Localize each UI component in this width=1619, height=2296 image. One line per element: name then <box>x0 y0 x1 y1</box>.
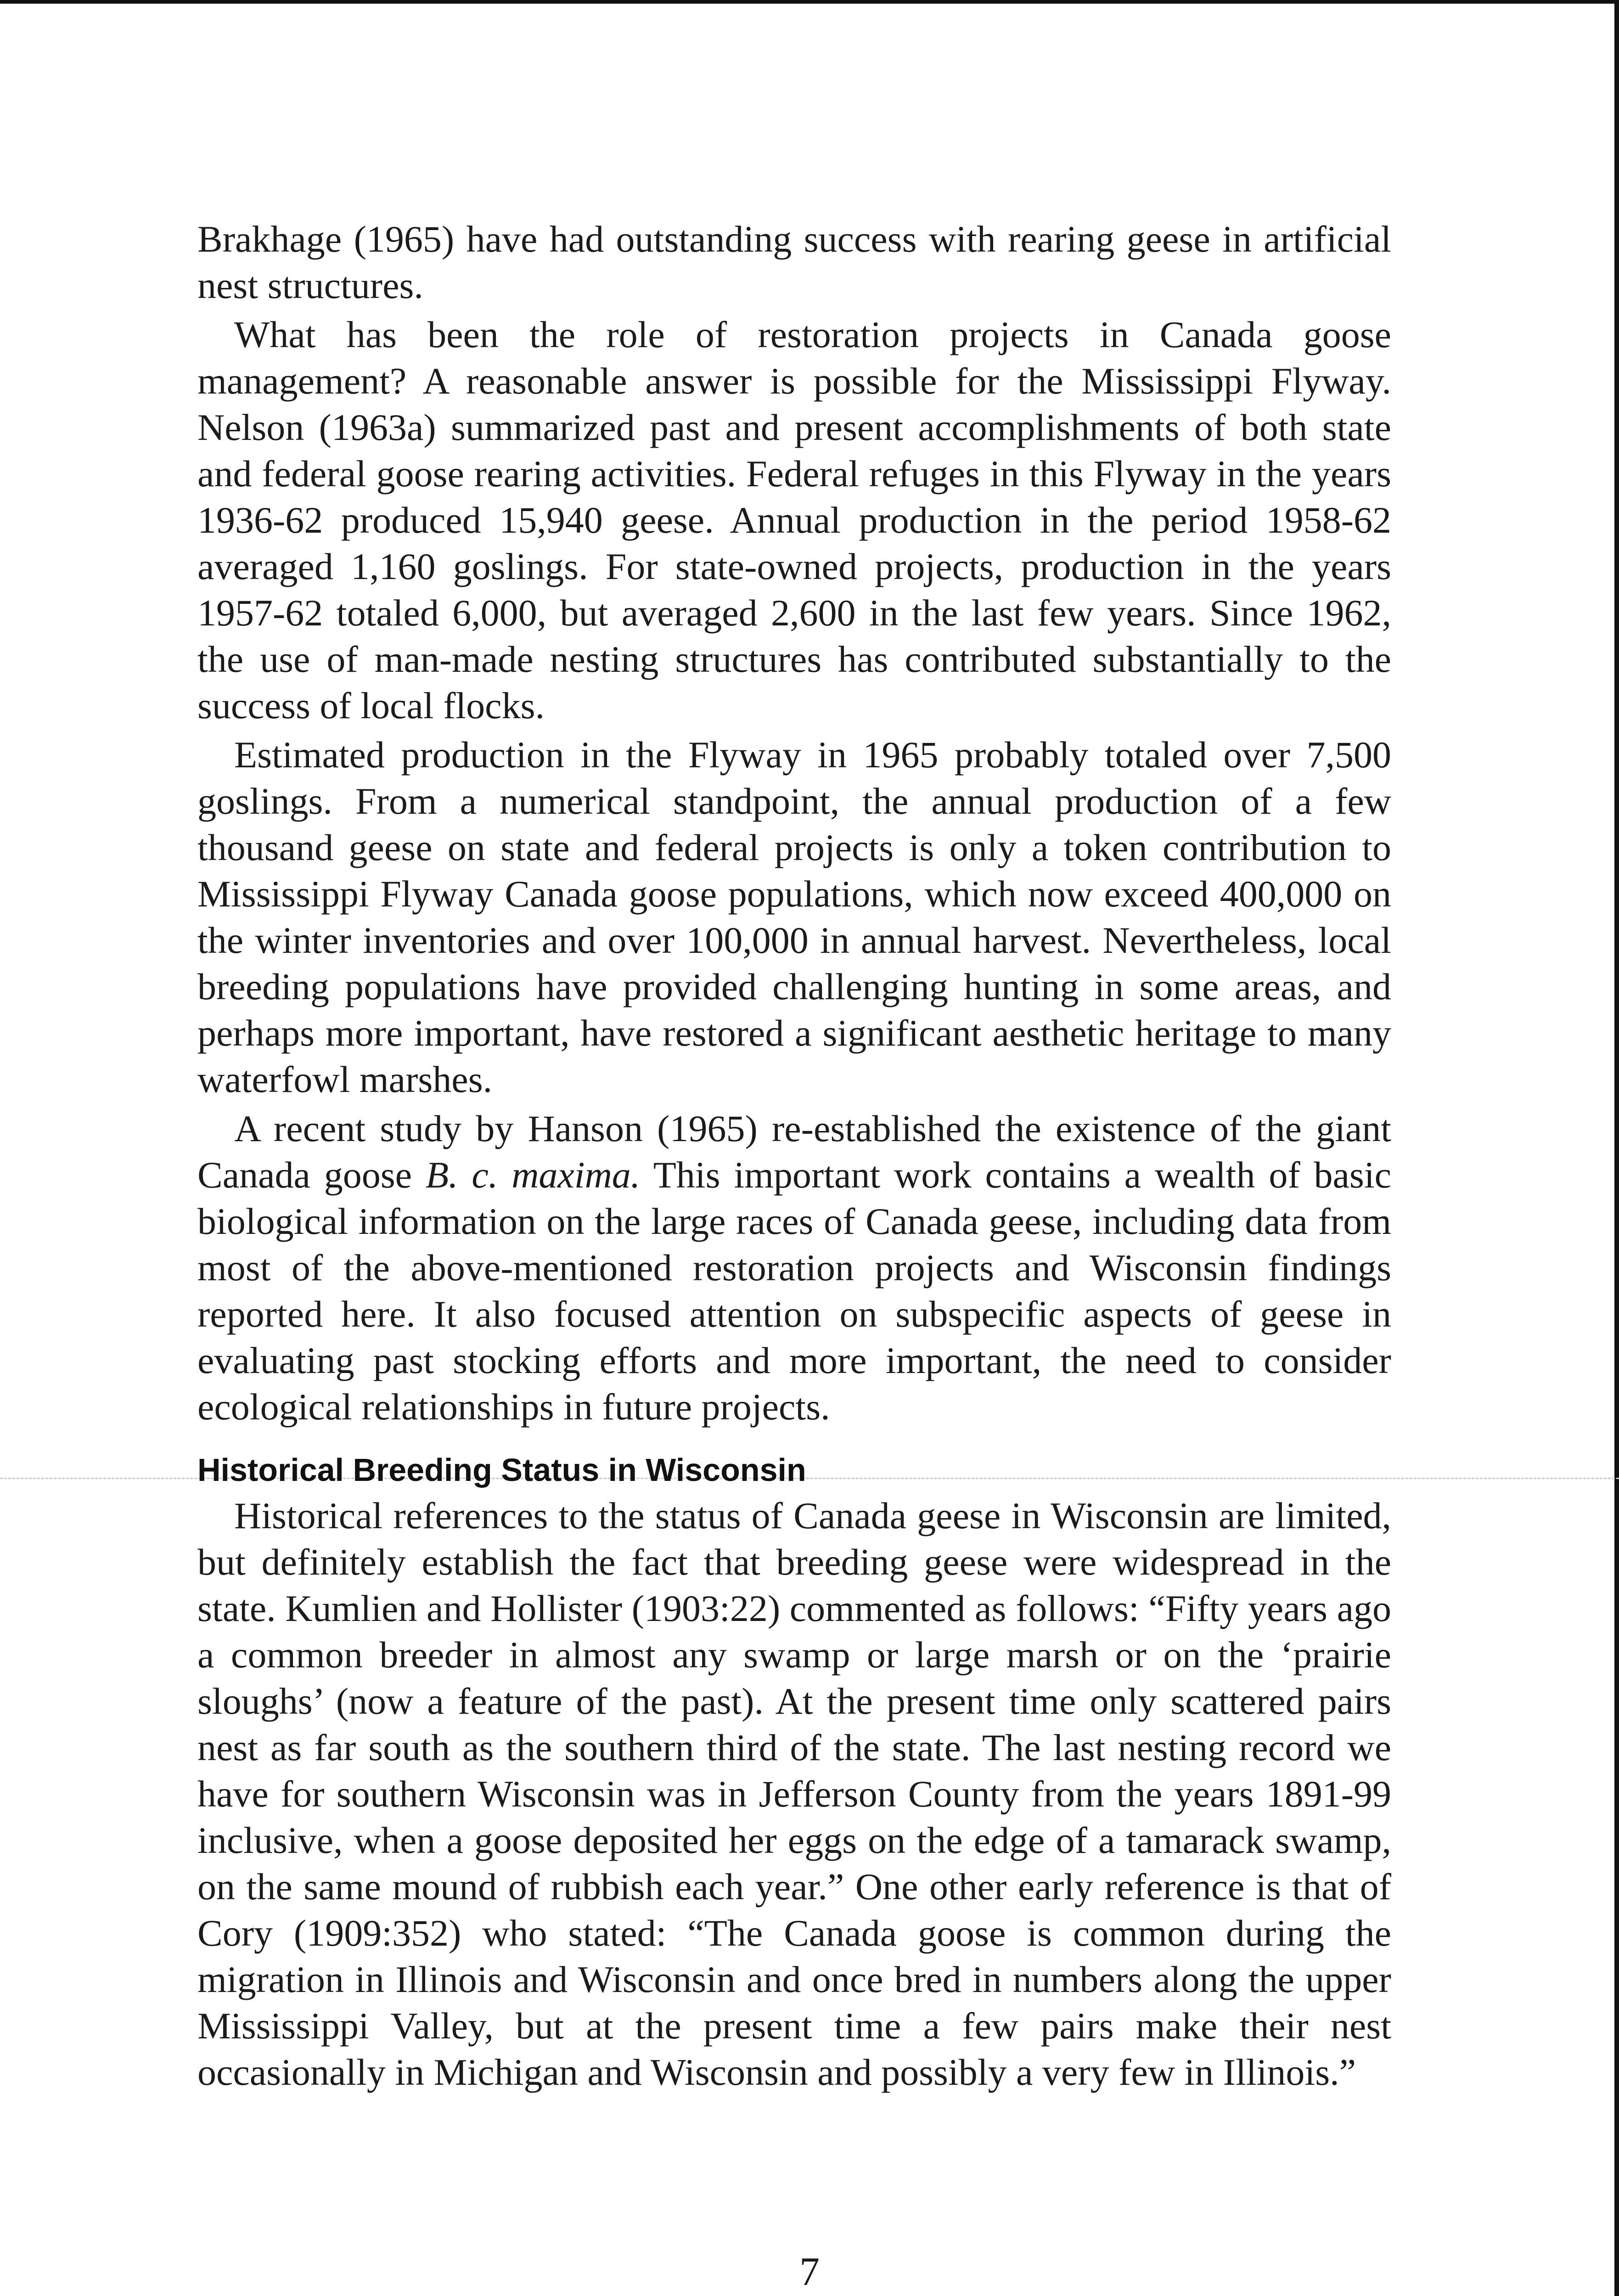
paragraph-hanson-study <box>197 1105 1391 1430</box>
paragraph-restoration-role: What has been the role of restoration projects in Canada goose management? A reasonable answer is possible for the Mississippi Flyway. Nelson (1963a) summarized past and present accomplishments of both state and federal goose rearing activities. Federal refuges in this Flyway in the years 1936-62 produced 15,940 geese. Annual production in the period 1958-62 averaged 1,160 goslings. For state-owned projects, production in the years 1957-62 totaled 6,000, but averaged 2,600 in the last few years. Since 1962, the use of man-made nesting structures has contributed substantially to the success of local flocks. <box>197 314 1391 726</box>
hanson-text-end: This important work contains a wealth of basic biological information on the large races of Canada geese, including data from most of the above-mentioned restoration projects and Wisconsin findings reported here. It also focused attention on subspecific aspects of geese in evaluating past stocking efforts and more important, the need to consider ecological relationships in future projects. <box>197 1154 1392 1428</box>
section-heading: Historical Breeding Status in Wisconsin <box>197 1452 806 1488</box>
species-name: B. c. maxima. <box>425 1154 641 1196</box>
page-number: 7 <box>799 2250 820 2294</box>
text-column <box>197 216 1391 2095</box>
paragraph-brakhage: Brakhage (1965) have had outstanding success with rearing geese in artificial nest structures. <box>197 218 1391 306</box>
paragraph-historical-references: Historical references to the status of Canada geese in Wisconsin are limited, but definitely establish the fact that breeding geese were widespread in the state. Kumlien and Hollister (1903:22) commented as follows: “Fifty years ago a common breeder in almost any swamp or large marsh or on the ‘prairie sloughs’ (now a feature of the past). At the present time only scattered pairs nest as far south as the southern third of the state. The last nesting record we have for southern Wisconsin was in Jefferson County from the years 1891-99 inclusive, when a goose deposited her eggs on the edge of a tamarack swamp, on the same mound of rubbish each year.” One other early reference is that of Cory (1909:352) who stated: “The Canada goose is common during the migration in Illinois and Wisconsin and once bred in numbers along the upper Mississippi Valley, but at the present time a few pairs make their nest occasionally in Michigan and Wisconsin and possibly a very few in Illinois.” <box>197 1495 1391 2093</box>
hanson-text-start: A recent study by Hanson (1965) re-established the existence of the giant Canada goose <box>197 1108 1391 1196</box>
paragraph-estimated-production: Estimated production in the Flyway in 1965 probably totaled over 7,500 goslings. From a numerical standpoint, the annual production of a few thousand geese on state and federal projects is only a token contribution to Mississippi Flyway Canada goose populations, which now exceed 400,000 on the winter inventories and over 100,000 in annual harvest. Nevertheless, local breeding populations have provided challenging hunting in some areas, and perhaps more important, have restored a significant aesthetic heritage to many waterfowl marshes. <box>197 734 1391 1100</box>
